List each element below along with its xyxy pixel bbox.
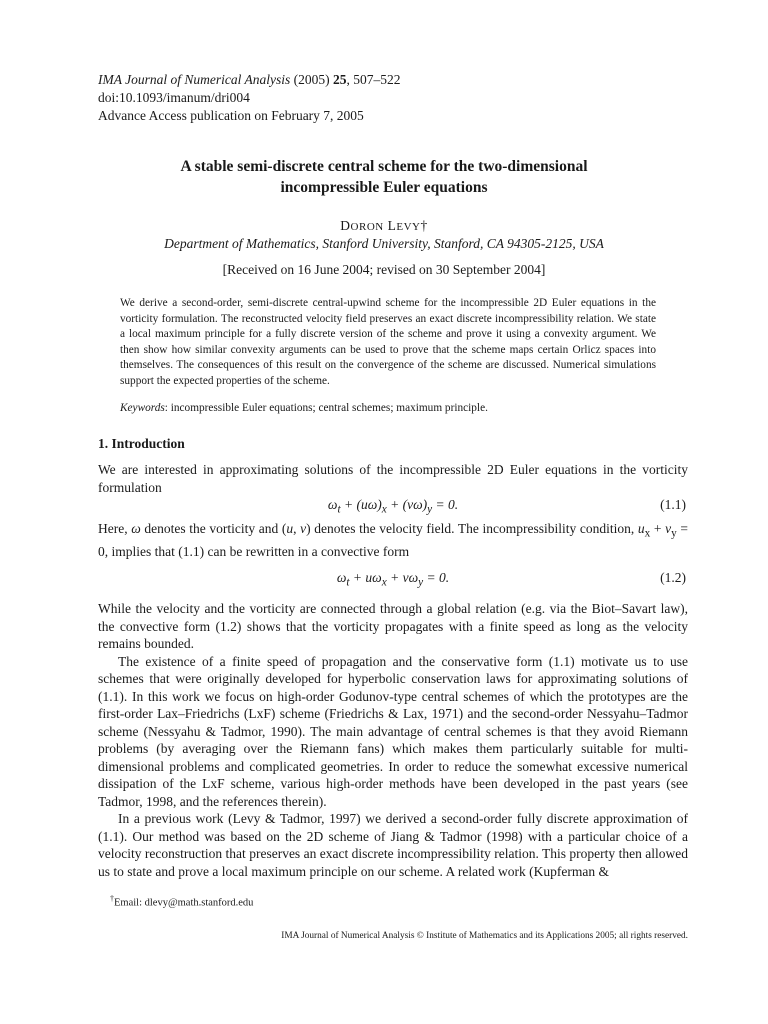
author-affiliation: Department of Mathematics, Stanford University, Stanford, CA 94305-2125, USA xyxy=(164,236,604,251)
section-heading: 1. Introduction xyxy=(98,436,185,451)
paper-title xyxy=(0,156,768,198)
journal-citation: IMA Journal of Numerical Analysis (2005) 25, 507–522 xyxy=(98,72,401,87)
keywords-label: Keywords xyxy=(120,402,165,414)
equation-1-2-expression: $\omega_t + u\omega_x + v\omega_y = 0$. xyxy=(336,570,450,589)
footnote-mark: † xyxy=(110,894,114,903)
footnote-email: Email: dlevy@math.stanford.edu xyxy=(114,897,254,909)
author-name: DORON LEVY† xyxy=(340,218,428,233)
equation-1-1-expression: $\omega_t + (u\omega)_x + (v\omega)_y = 0$. xyxy=(327,497,459,516)
copyright-footer: IMA Journal of Numerical Analysis © Institute of Mathematics and its Applications 2005; all rights reserved. xyxy=(281,931,688,941)
paragraph-5: In a previous work (Levy & Tadmor, 1997) we derived a second-order fully discrete approximation of (1.1). Our method was based on the 2D scheme of Jiang & Tadmor (1998) with a particular choice of a velocity reconstruction that preserves an exact discrete incompressibility relation. This property then allowed us to state and prove a local maximum principle on our scheme. A related work (Kupferman & xyxy=(98,811,688,879)
footnote xyxy=(110,894,253,909)
paragraph-4: The existence of a finite speed of propagation and the conservative form (1.1) motivate us to use schemes that were originally developed for hyperbolic conservation laws for approximating solutions of (1.1). In this work we focus on high-order Godunov-type central schemes of which the prototypes are the first-order Lax–Friedrichs (LxF) scheme (Friedrichs & Lax, 1971) and the second-order Nessyahu–Tadmor scheme (Nessyahu & Tadmor, 1990). The main advantage of central schemes is that they avoid Riemann problems (by averaging over the Riemann fans) which makes them particularly suitable for multi-dimensional problems and complicated geometries. In order to reduce the somewhat excessive numerical dissipation of the LxF scheme, various high-order methods have been developed in the past years (see Tadmor, 1998, and the references therein). xyxy=(98,653,688,809)
paragraph-3: While the velocity and the vorticity are connected through a global relation (e.g. via the Biot–Savart law), the convective form (1.2) shows that the vorticity propagates with a finite speed as long as the velocity remains bounded. xyxy=(98,601,688,651)
received-dates: [Received on 16 June 2004; revised on 30 September 2004] xyxy=(222,262,546,277)
doi-line: doi:10.1093/imanum/dri004 xyxy=(98,90,250,105)
body-text xyxy=(98,600,688,880)
title-line-2: incompressible Euler equations xyxy=(280,179,488,196)
abstract: We derive a second-order, semi-discrete central-upwind scheme for the incompressible 2D Euler equations in the vorticity formulation. The reconstructed velocity field preserves an exact discrete incompressibility relation. We state a local maximum principle for a fully discrete version of the scheme and prove it using a convexity argument. We then show how similar convexity arguments can be used to prove that the scheme maps certain Orlicz spaces into themselves. The consequences of this result on the convergence of the scheme are discussed. Numerical simulations support the expected properties of the scheme. xyxy=(120,297,656,387)
keywords xyxy=(120,401,656,416)
keywords-text: : incompressible Euler equations; central schemes; maximum principle. xyxy=(164,402,488,414)
advance-access-line: Advance Access publication on February 7, 2005 xyxy=(98,108,364,123)
author-dagger: † xyxy=(420,218,428,233)
equation-1-1-number: (1.1) xyxy=(660,497,686,512)
journal-header xyxy=(98,71,401,125)
equation-1-2-number: (1.2) xyxy=(660,570,686,585)
paragraph-1: We are interested in approximating solutions of the incompressible 2D Euler equations in the vorticity formulation xyxy=(98,462,688,495)
title-line-1: A stable semi-discrete central scheme for the two-dimensional xyxy=(180,158,588,175)
paragraph-2: Here, ω denotes the vorticity and (u, v) denotes the velocity field. The incompressibility condition, $u_x + v_y = 0$, implies that (1.1) can be rewritten in a convective form xyxy=(98,521,688,560)
